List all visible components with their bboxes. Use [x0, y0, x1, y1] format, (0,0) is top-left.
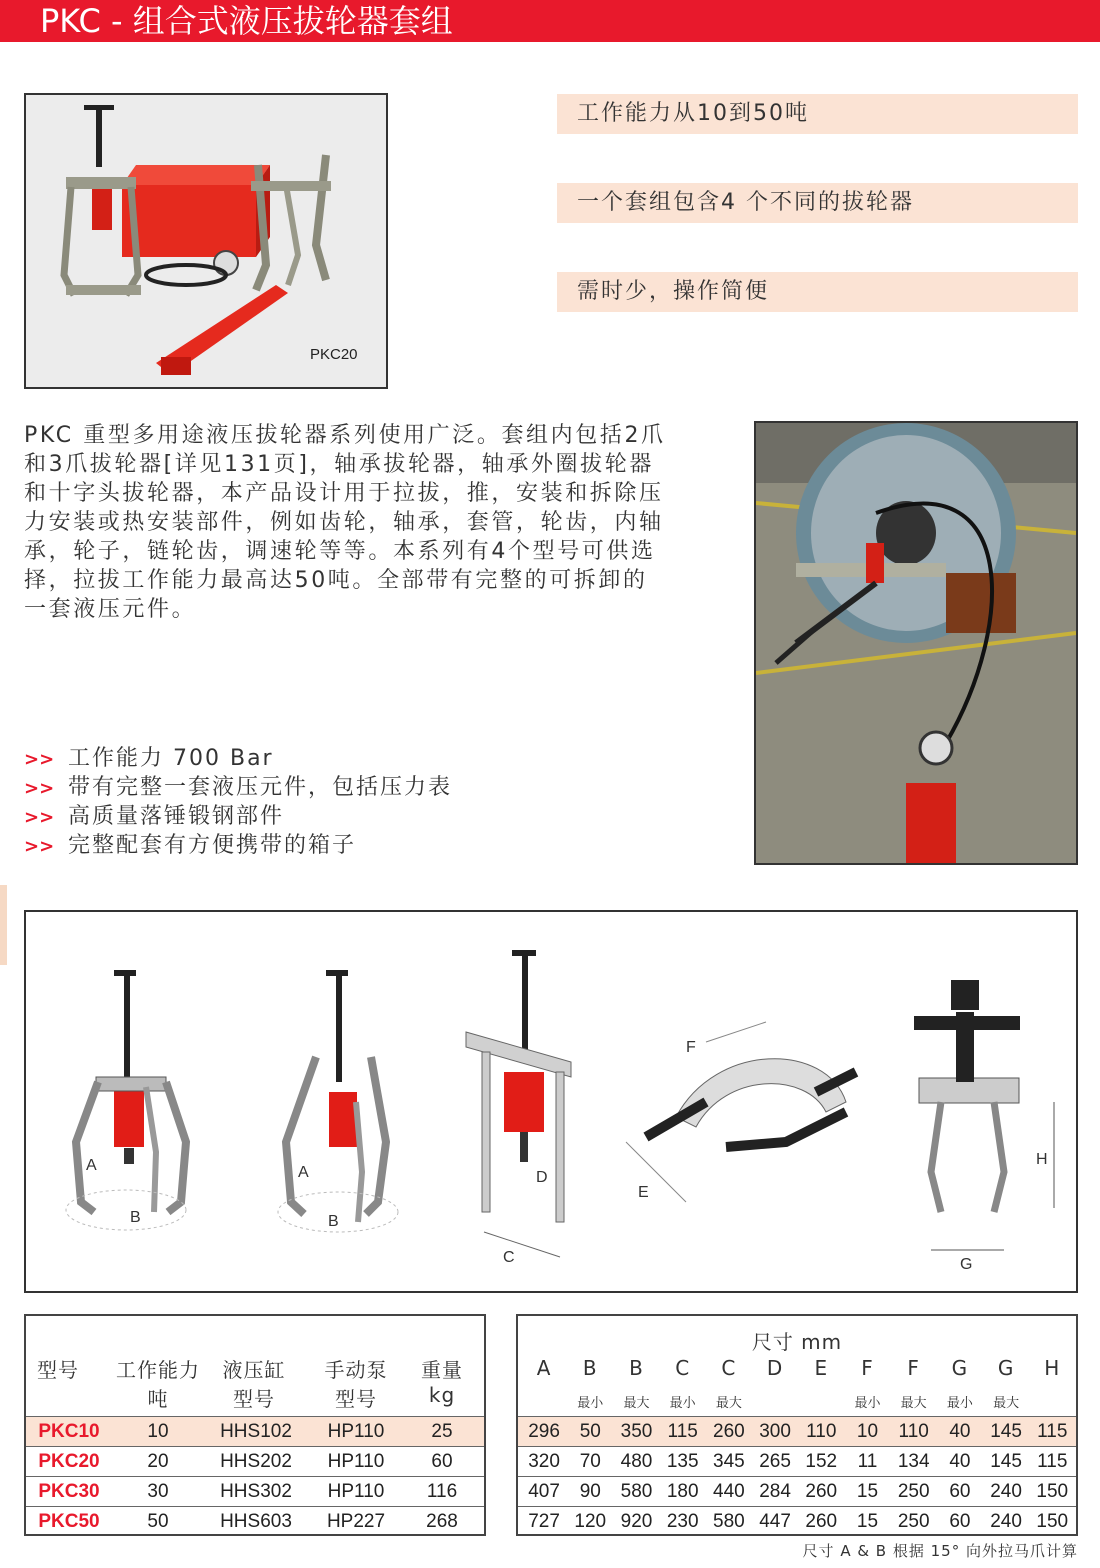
bullet-item: >> 工作能力 700 Bar: [24, 744, 452, 773]
label-b1: B: [130, 1209, 141, 1226]
dim-col-header: H: [1044, 1356, 1061, 1380]
dim-cell: 152: [805, 1451, 838, 1472]
dim-col-header: G: [997, 1356, 1015, 1380]
dim-col-sub: 最大: [993, 1396, 1020, 1411]
dim-cell: 345: [713, 1451, 745, 1472]
desc-line: 力安装或热安装部件，例如齿轮，轴承，套管，轮齿，内轴: [24, 510, 664, 535]
photo-caption: PKC20: [310, 346, 358, 363]
title-bar: [0, 0, 1100, 42]
table-row: PKC30 30 HHS302 HP110 116: [26, 1476, 484, 1507]
table-row: [518, 1506, 1076, 1537]
dim-col-header: E: [814, 1356, 829, 1380]
dim-col-header: C: [721, 1356, 737, 1380]
dim-cell: 120: [574, 1511, 607, 1532]
dim-cell: 11: [857, 1451, 878, 1472]
bullet-marker: >>: [24, 778, 55, 799]
bullet-marker: >>: [24, 836, 55, 857]
dim-cell: 240: [990, 1481, 1022, 1502]
dim-col-header: B: [582, 1356, 598, 1380]
product-kit-photo: [24, 93, 388, 389]
dim-cell: 727: [528, 1511, 560, 1532]
dim-cell: 135: [666, 1451, 699, 1472]
desc-line: 择，拉拔工作能力最高达50吨。全部带有完整的可拆卸的: [24, 568, 648, 593]
dim-cell: 150: [1036, 1511, 1069, 1532]
dim-cell: 180: [666, 1481, 699, 1502]
dim-cell: 115: [1037, 1421, 1068, 1442]
dim-cell: 296: [528, 1421, 560, 1442]
dim-cell: 250: [897, 1511, 930, 1532]
label-d: D: [536, 1169, 548, 1186]
crosshead-puller-drawing: [466, 950, 571, 1266]
inner-puller-drawing: [914, 980, 1054, 1273]
table-row: PKC50 50 HHS603 HP227 268: [26, 1506, 484, 1537]
label-f: F: [686, 1039, 696, 1056]
bearing-separator-drawing: [626, 1022, 856, 1202]
desc-line: 承，轮子，链轮齿，调速轮等等。本系列有4个型号可供选: [24, 539, 656, 564]
bullet-item: >> 完整配套有方便携带的箱子: [24, 831, 452, 860]
dim-cell: 284: [759, 1481, 791, 1502]
table-row: PKC10 10 HHS102 HP110 25: [26, 1416, 484, 1447]
in-use-photo: [754, 421, 1078, 865]
dim-cell: 407: [528, 1481, 560, 1502]
dim-col-header: B: [629, 1356, 644, 1380]
bullet-item: >> 高质量落锤锻钢部件: [24, 802, 452, 831]
page-title: PKC - 组合式液压拔轮器套组: [40, 2, 453, 40]
table-row: [518, 1476, 1076, 1507]
feature-easy: 需时少，操作简便: [557, 272, 1078, 312]
dim-col-sub: 最大: [623, 1396, 650, 1411]
bullet-marker: >>: [24, 749, 55, 770]
dim-cell: 260: [805, 1481, 838, 1502]
dim-col-sub: 最大: [900, 1396, 927, 1411]
dimensions-title: 尺寸 mm: [751, 1330, 843, 1354]
dim-cell: 60: [949, 1481, 971, 1502]
desc-line: PKC 重型多用途液压拔轮器系列使用广泛。套组内包括2爪: [24, 423, 666, 448]
dim-cell: 115: [667, 1421, 698, 1442]
dim-col-header: C: [675, 1356, 691, 1380]
dim-cell: 15: [856, 1481, 879, 1502]
label-b2: B: [328, 1213, 339, 1230]
col-header: 手动泵 型号: [324, 1358, 388, 1411]
dim-cell: 110: [898, 1421, 929, 1442]
feature-kit: 一个套组包含4 个不同的拔轮器: [557, 183, 1078, 223]
dim-cell: 480: [620, 1451, 653, 1472]
dim-cell: 115: [1037, 1451, 1068, 1472]
dim-cell: 40: [949, 1421, 971, 1442]
feature-capacity: 工作能力从10到50吨: [557, 94, 1078, 134]
dim-cell: 447: [759, 1511, 791, 1532]
label-h: H: [1036, 1151, 1048, 1168]
dim-cell: 90: [579, 1481, 601, 1502]
dim-col-sub: 最小: [854, 1396, 881, 1411]
label-c: C: [503, 1249, 515, 1266]
dimension-diagram: [24, 910, 1078, 1293]
table-row: [518, 1446, 1076, 1477]
dim-cell: 230: [666, 1511, 699, 1532]
dim-cell: 10: [856, 1421, 879, 1442]
dim-cell: 145: [990, 1451, 1022, 1472]
dim-cell: 920: [620, 1511, 653, 1532]
dim-cell: 350: [620, 1421, 653, 1442]
two-jaw-puller-drawing: [278, 970, 398, 1232]
dim-cell: 440: [713, 1481, 745, 1502]
bullet-list: [24, 744, 452, 860]
label-a1: A: [86, 1157, 97, 1174]
dim-col-sub: 最小: [577, 1396, 604, 1411]
footnote: 尺寸 A & B 根据 15° 向外拉马爪计算: [802, 1542, 1078, 1560]
table-row: [518, 1416, 1076, 1447]
page-edge-tab: [0, 885, 7, 965]
bullet-item: >> 带有完整一套液压元件，包括压力表: [24, 773, 452, 802]
dim-cell: 145: [990, 1421, 1022, 1442]
desc-line: 一套液压元件。: [24, 597, 197, 622]
col-header: 型号: [37, 1358, 79, 1382]
dim-col-header: G: [951, 1356, 969, 1380]
dimensions-table: [516, 1314, 1078, 1536]
three-jaw-puller-drawing: [66, 970, 186, 1230]
dim-cell: 240: [990, 1511, 1022, 1532]
dim-cell: 150: [1036, 1481, 1069, 1502]
dim-cell: 265: [759, 1451, 791, 1472]
dim-cell: 260: [713, 1421, 745, 1442]
label-a2: A: [298, 1164, 309, 1181]
dim-cell: 580: [713, 1511, 745, 1532]
dim-cell: 40: [949, 1451, 971, 1472]
dim-col-header: F: [907, 1356, 920, 1380]
table-row: PKC20 20 HHS202 HP110 60: [26, 1446, 484, 1477]
col-header: 工作能力 吨: [116, 1358, 200, 1411]
dim-cell: 134: [897, 1451, 930, 1472]
label-e: E: [638, 1184, 649, 1201]
description: [24, 421, 724, 624]
col-header: 液压缸 型号: [222, 1358, 286, 1411]
dim-cell: 260: [805, 1511, 838, 1532]
label-g: G: [960, 1256, 973, 1273]
dim-cell: 70: [579, 1451, 601, 1472]
dim-col-sub: 最小: [946, 1396, 973, 1411]
dim-cell: 320: [528, 1451, 560, 1472]
dim-col-header: D: [766, 1356, 784, 1380]
dim-cell: 580: [620, 1481, 653, 1502]
dim-col-header: A: [536, 1356, 552, 1380]
dim-col-sub: 最小: [669, 1396, 696, 1411]
col-header: 重量 kg: [421, 1358, 463, 1407]
desc-line: 和十字头拔轮器，本产品设计用于拉拔，推，安装和拆除压: [24, 481, 664, 506]
dim-cell: 110: [806, 1421, 837, 1442]
model-table: [24, 1314, 486, 1536]
dim-col-sub: 最大: [715, 1396, 742, 1411]
dim-cell: 15: [856, 1511, 879, 1532]
dim-cell: 50: [579, 1421, 601, 1442]
dim-cell: 250: [897, 1481, 930, 1502]
dim-cell: 300: [759, 1421, 791, 1442]
desc-line: 和3爪拔轮器[详见131页]，轴承拔轮器，轴承外圈拔轮器: [24, 452, 654, 477]
bullet-marker: >>: [24, 807, 55, 828]
dim-col-header: F: [861, 1356, 874, 1380]
dim-cell: 60: [949, 1511, 971, 1532]
